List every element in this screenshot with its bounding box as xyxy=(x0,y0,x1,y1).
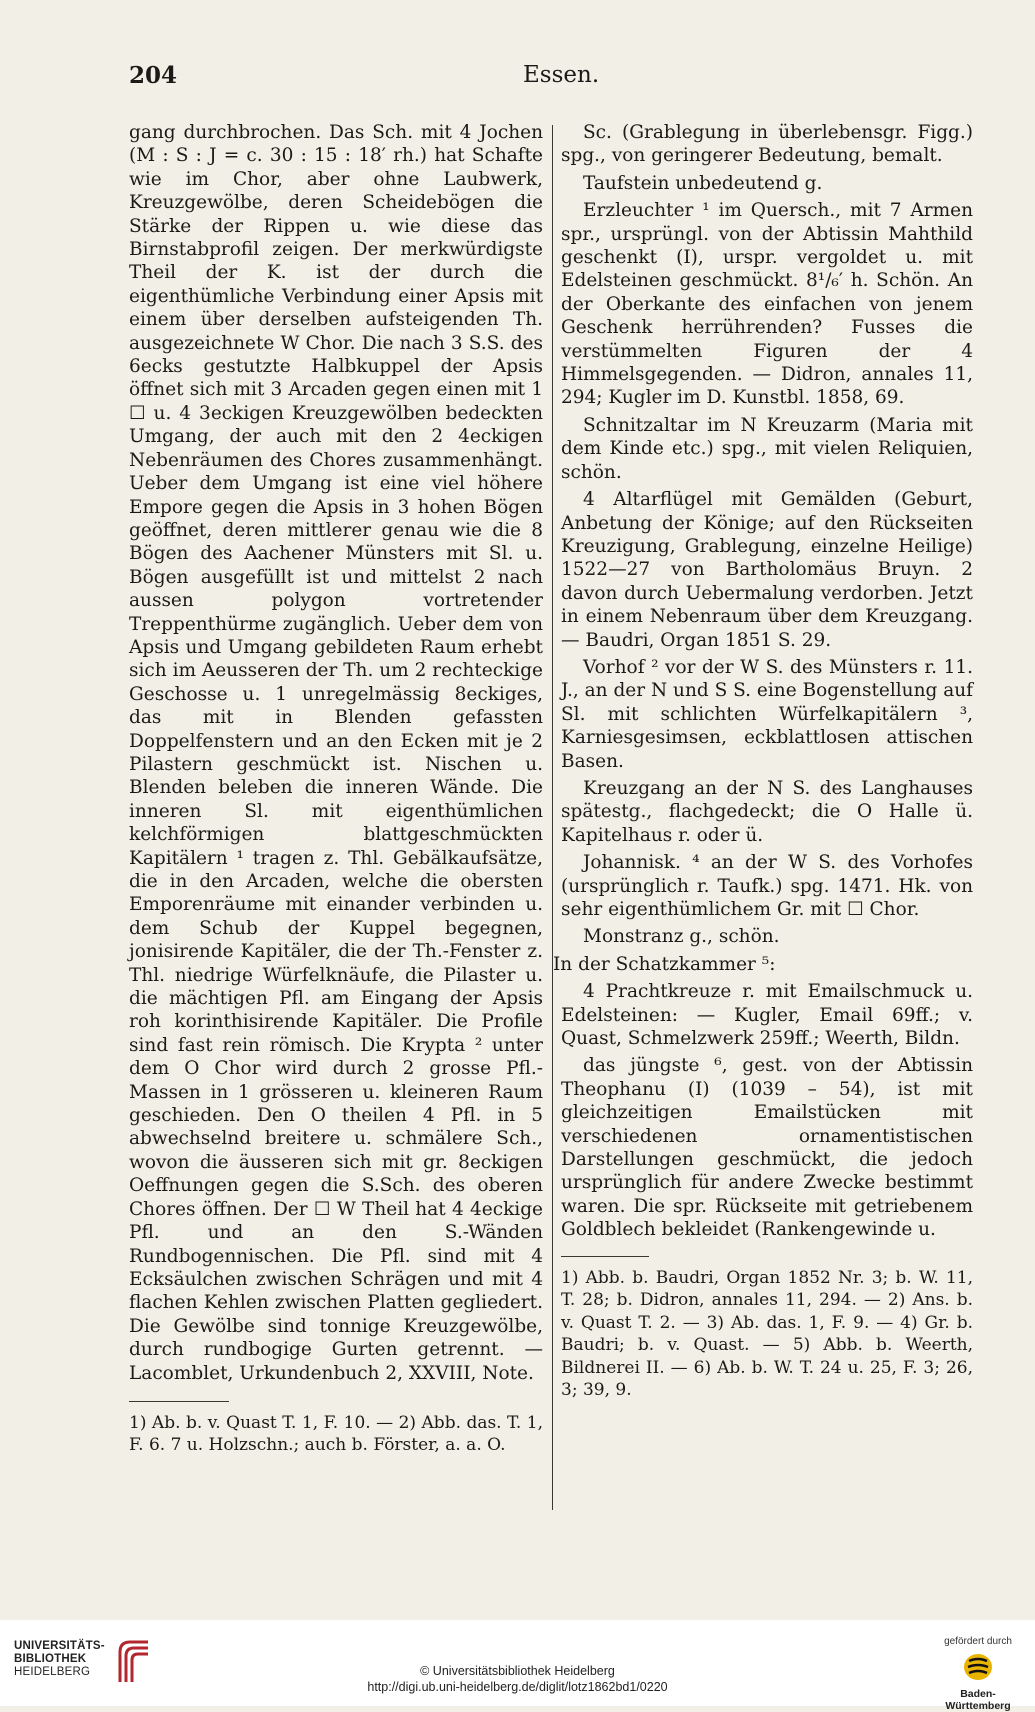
entry-taufstein: Taufstein unbedeutend g. xyxy=(583,172,823,194)
baden-wuerttemberg-crest-icon xyxy=(963,1653,993,1681)
library-name-line-1: UNIVERSITÄTS- xyxy=(14,1640,105,1652)
footnote-rule xyxy=(129,1401,229,1402)
entry-sculpture: Sc. (Grablegung in überlebensgr. Figg.) spg., von geringerer Bedeutung, bemalt. xyxy=(561,122,973,167)
column-divider xyxy=(552,125,553,1510)
running-title: Essen. xyxy=(523,62,600,88)
right-footnotes: 1) Abb. b. Baudri, Organ 1852 Nr. 3; b. W. 11, T. 28; b. Didron, annales 11, 294. — 2) Ans. b. v. Quast T. 2. — 3) Ab. das. 1, F. 9. — 4) Gr. b. Baudri; b. v. Quast. — 5) Abb. b. Weerth, Bildnerei II. — 6) Ab. b. W. T. 24 u. 25, F. 3; 26, 3; 39, 9. xyxy=(561,1267,973,1401)
entry-vorhof: Vorhof ² vor der W S. des Münsters r. 11. J., an der N und S S. eine Bogenstellung auf Sl. mit schlichten Würfelkapitälern ³, Karniesgesimsen, eckblattlosen attischen Basen. xyxy=(561,656,974,772)
copyright-notice: © Universitätsbibliothek Heidelberg xyxy=(420,1664,615,1678)
left-footnotes: 1) Ab. b. v. Quast T. 1, F. 10. — 2) Abb. das. T. 1, F. 6. 7 u. Holzschn.; auch b. Förster, a. a. O. xyxy=(129,1412,543,1456)
entry-monstranz: Monstranz g., schön. xyxy=(583,926,780,948)
page-number: 204 xyxy=(129,62,178,89)
left-paragraph-1: gang durchbrochen. Das Sch. mit 4 Jochen (M : S : J = c. 30 : 15 : 18′ rh.) hat Schafte wie im Chor, aber ohne Laubwerk, Kreuzgewölbe, deren Scheidebögen die Stärke der Rippen u. wie diese das Birnstabprofil zeigen. Der merkwürdigste Theil der K. ist der durch die eigenthümliche Verbindung einer Apsis mit einem über derselben aufsteigenden Th. ausgezeichnete W Chor. Die nach 3 S.S. des 6ecks gestutzte Halbkuppel der Apsis öffnet sich mit 3 Arcaden gegen einen mit 1 ☐ u. 4 3eckigen Kreuzgewölben bedeckten Umgang, der auch mit den 2 4eckigen Nebenräumen des Chores zusammenhängt. Ueber dem Umgang ist eine viel höhere Empore gegen die Apsis in 3 hohen Bögen geöffnet, deren mittlerer genau wie die 8 Bögen des Aachener Münsters mit Sl. u. Bögen ausgefüllt ist und mittelst 2 nach aussen polygon vortretender Treppenthürme zugänglich. Ueber dem von Apsis und Umgang gebildeten Raum erhebt sich im Aeusseren der Th. um 2 rechteckige Geschosse u. 1 unregelmässig 8eckiges, das mit in Blenden gefassten Doppelfenstern und an den Ecken mit je 2 Pilastern geschmückt ist. Nischen u. Blenden beleben die inneren Wände. Die inneren Sl. mit eigenthümlichen kelchförmigen blattgeschmückten Kapitälern ¹ tragen z. Thl. Gebälkaufsätze, die in den Arcaden, welche die obersten Emporenräume mit einander verbinden u. dem Schub der Kuppel begegnen, jonisirende Kapitäler, die der Th.-Fenster z. Thl. niedrige Würfelknäufe, die Pilaster u. die mächtigen Pfl. am Eingang der Apsis roh korinthisirende Kapitäler. Die Profile sind fast rein römisch. Die Krypta ² unter dem O Chor wird durch 2 grosse Pfl.-Massen in 1 grösseren u. kleineren Raum geschieden. Den O theilen 4 Pfl. in 5 abwechselnd breitere u. schmälere Sch., wovon die äusseren sich mit gr. 8eckigen Oeffnungen gegen die S.Sch. des oberen Chores öffnen. Der ☐ W Theil hat 4 4eckige Pfl. und an den S.-Wänden Rundbogennischen. Die Pfl. sind mit 4 Ecksäulchen zwischen Schrägen und mit 4 flachen Kehlen zwischen Platten gegliedert. Die Gewölbe sind tonnige Kreuzgewölbe, durch rundbogige Gurten getrennt. — Lacomblet, Urkundenbuch 2, XXVIII, Note. xyxy=(129,122,543,1384)
entry-kreuzgang: Kreuzgang an der N S. des Langhauses spätestg., flachgedeckt; die O Halle ü. Kapitelhaus r. oder ü. xyxy=(561,777,973,846)
entry-schatzkammer: In der Schatzkammer ⁵: xyxy=(553,953,776,975)
source-url-link[interactable]: http://digi.ub.uni-heidelberg.de/diglit/lotz1862bd1/0220 xyxy=(367,1680,668,1694)
entry-schnitzaltar: Schnitzaltar im N Kreuzarm (Maria mit dem Kinde etc.) spg., mit vielen Reliquien, schön. xyxy=(561,414,973,483)
entry-altarfluegel: 4 Altarflügel mit Gemälden (Geburt, Anbetung der Könige; auf den Rückseiten Kreuzigung, Grablegung, einzelne Heilige) 1522—27 von Bartholomäus Bruyn. 2 davon durch Uebermalung verdorben. Jetzt in einem Nebenraum über dem Kreuzgang. — Baudri, Organ 1851 S. 29. xyxy=(561,489,973,651)
footer-bar xyxy=(0,1620,1035,1712)
entry-juengstes-kreuz: das jüngste ⁶, gest. von der Abtissin Theophanu (I) (1039 – 54), ist mit gleichzeitigen Emailstücken mit verschiedenen ornamentistischen Darstellungen geschmückt, die jedoch ursprünglich für andere Zwecke bestimmt waren. Die spr. Rückseite mit getriebenem Goldblech bekleidet (Rankengewinde u. xyxy=(561,1055,973,1241)
funder-name: Baden-Württemberg xyxy=(945,1688,1011,1712)
right-column xyxy=(553,121,974,1402)
entry-prachtkreuze: 4 Prachtkreuze r. mit Emailschmuck u. Edelsteinen: — Kugler, Email 69ff.; v. Quast, Schmelzwerk 259ff.; Weerth, Bildn. xyxy=(561,981,973,1050)
entry-erzleuchter: Erzleuchter ¹ im Quersch., mit 7 Armen spr., ursprüngl. von der Abtissin Mahthild geschenkt (I), urspr. vergoldet u. mit Edelsteinen geschmückt. 8¹/₆′ h. Schön. An der Oberkante des einfachen von jenem Geschenk herrührenden? Fusses die verstümmelten Figuren der 4 Himmelsgegenden. — Didron, annales 11, 294; Kugler im D. Kunstbl. 1858, 69. xyxy=(561,200,973,409)
library-name-line-3: HEIDELBERG xyxy=(14,1666,91,1678)
funded-by-label: gefördert durch xyxy=(944,1636,1012,1647)
library-emblem-icon xyxy=(114,1638,154,1686)
left-column xyxy=(129,121,543,1457)
footnote-rule xyxy=(561,1256,649,1257)
entry-johanniskirche: Johannisk. ⁴ an der W S. des Vorhofes (ursprünglich r. Taufk.) spg. 1471. Hk. von sehr eigenthümlichem Gr. mit ☐ Chor. xyxy=(561,852,973,920)
funder-block xyxy=(933,1636,1023,1712)
library-name-line-2: BIBLIOTHEK xyxy=(14,1653,87,1665)
